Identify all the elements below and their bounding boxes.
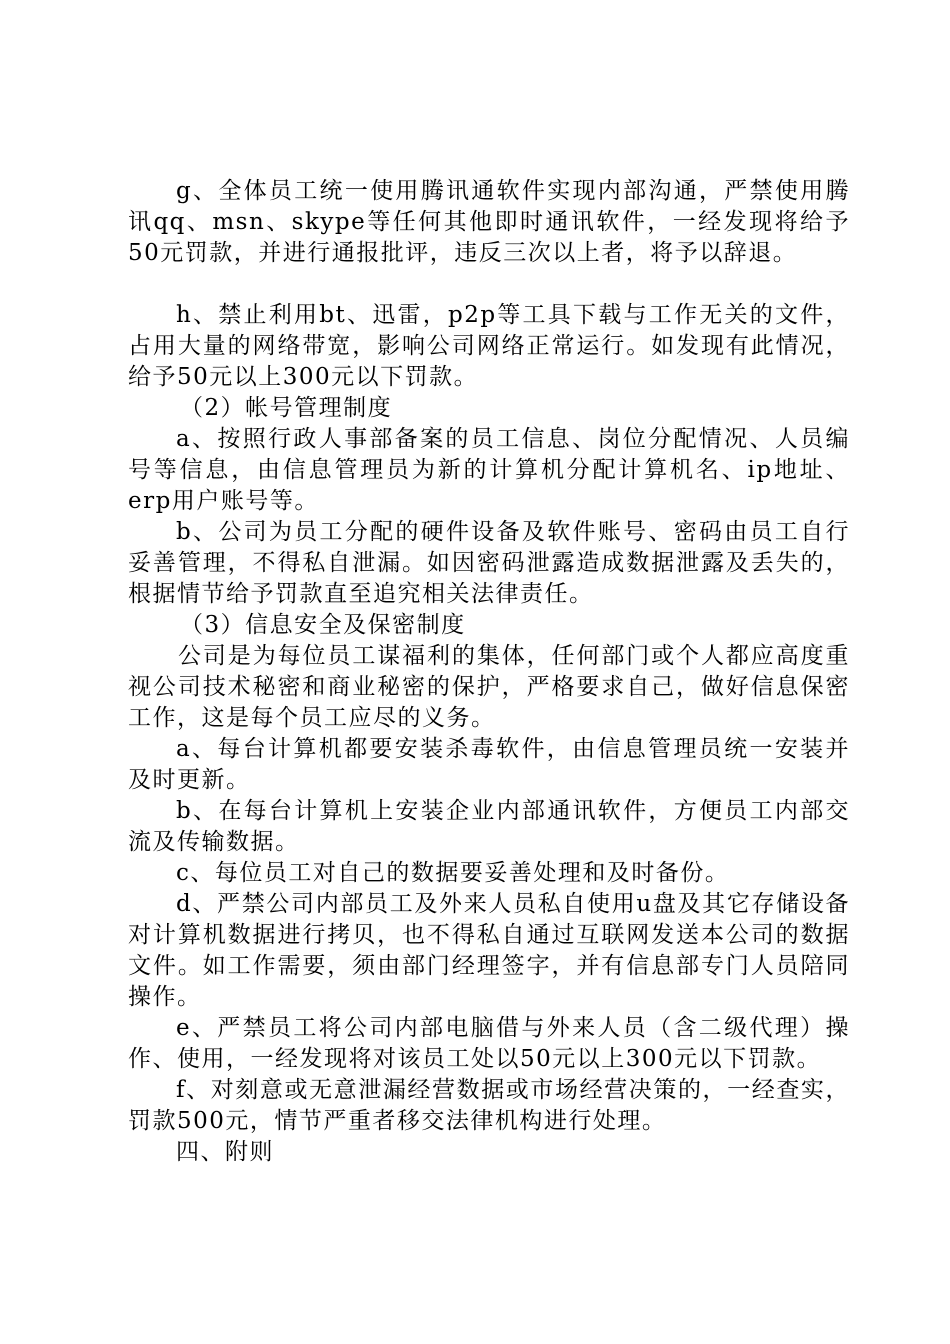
section-heading-information-security: （3）信息安全及保密制度 xyxy=(180,612,466,638)
paragraph-security-intro: 公司是为每位员工谋福利的集体，任何部门或个人都应高度重视公司技术秘密和商业秘密的保护，严格要求自己，做好信息保密工作，这是每个员工应尽的义务。 xyxy=(128,643,850,731)
section-heading-account-management: （2）帐号管理制度 xyxy=(180,395,393,421)
paragraph-a-antivirus: a、每台计算机都要安装杀毒软件，由信息管理员统一安装并及时更新。 xyxy=(128,736,850,793)
section-heading-appendix: 四、附则 xyxy=(176,1139,274,1165)
paragraph-g-communication-software: g、全体员工统一使用腾讯通软件实现内部沟通，严禁使用腾讯qq、msn、skype等任何其他即时通讯软件，一经发现将给予50元罚款，并进行通报批评，违反三次以上者，将予以辞退。 xyxy=(128,178,850,266)
document-body xyxy=(128,176,850,1168)
paragraph-f-data-leak-penalty: f、对刻意或无意泄漏经营数据或市场经营决策的，一经查实，罚款500元，情节严重者移交法律机构进行处理。 xyxy=(128,1077,850,1134)
paragraph-e-computer-lending: e、严禁员工将公司内部电脑借与外来人员（含二级代理）操作、使用，一经发现将对该员工处以50元以上300元以下罚款。 xyxy=(128,1015,850,1072)
paragraph-h-download-ban: h、禁止利用bt、迅雷，p2p等工具下载与工作无关的文件，占用大量的网络带宽，影响公司网络正常运行。如发现有此情况，给予50元以上300元以下罚款。 xyxy=(128,302,850,390)
paragraph-b-password-management: b、公司为员工分配的硬件设备及软件账号、密码由员工自行妥善管理，不得私自泄漏。如因密码泄露造成数据泄露及丢失的，根据情节给予罚款直至追究相关法律责任。 xyxy=(128,519,850,607)
paragraph-c-data-backup: c、每位员工对自己的数据要妥善处理和及时备份。 xyxy=(176,860,730,886)
paragraph-a-account-assignment: a、按照行政人事部备案的员工信息、岗位分配情况、人员编号等信息，由信息管理员为新的计算机分配计算机名、ip地址、erp用户账号等。 xyxy=(128,426,850,514)
paragraph-b-internal-messaging: b、在每台计算机上安装企业内部通讯软件，方便员工内部交流及传输数据。 xyxy=(128,798,850,855)
paragraph-d-usb-restriction: d、严禁公司内部员工及外来人员私自使用u盘及其它存储设备对计算机数据进行拷贝，也不得私自通过互联网发送本公司的数据文件。如工作需要，须由部门经理签字，并有信息部专门人员陪同操作。 xyxy=(128,891,850,1010)
